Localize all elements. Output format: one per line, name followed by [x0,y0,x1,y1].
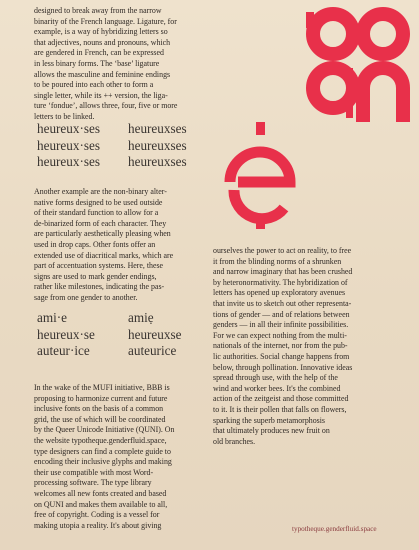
sample-ligatures-left: heureux·ses heureux·ses heureux·ses [37,121,100,169]
paragraph-pollination: ourselves the power to act on reality, to free it from the blinding norms of a shrunken and narrow imaginary that has been crushed by heteronormativity. The hybridization of letters has opened up exploratory avenues that invite us to sketch out other representa- tions of gender — and of relations between genders — in all their infinite possibilities. For we can expect nothing from the multi- nationals of the internet, nor from the pub- lic authorities. Social change happens from below, through pollination. Innovative ideas spread through use, with the help of the wind and worker bees. It's the combined action of the zeitgeist and those committed to it. It is their pollen that falls on flowers, sparking the superb metamorphosis that ultimately produces new fruit on old branches. [213,246,353,446]
red-ligature-glyph-top [296,4,414,124]
sample-ligatures-right: heureuxses heureuxses heureuxses [128,121,187,169]
intro-paragraph: designed to break away from the narrow binarity of the French language. Ligature, for example, is a way of hybridizing letters so that adjectives, nouns and pronouns, which are gendered in French, can be expressed in less binary forms. The ‘base’ ligature allows the masculine and feminine endings to be poured into each other to form a single letter, while its ++ version, the liga- ture ‘fondue’, allows three, four, five or more letters to be linked. [34,6,178,121]
sample-diacritics-left: ami·e heureux·se auteur·ice [37,310,95,358]
red-e-glyph [218,118,304,238]
footer-url: typotheque.genderfluid.space [292,525,377,533]
paragraph-non-binary-forms: Another example are the non-binary alter- native forms designed to be used outside of their standard function to allow for a de-binarized form of each character. They are particularly aesthetically pleasing when used in drop caps. Other fonts offer an extended use of diacritical marks, which are part of accentuation systems. Here, these signs are used to mark gender endings, rather like milestones, indicating the pas- sage from one gender to another. [34,187,174,302]
paragraph-mufi-quni: In the wake of the MUFI initiative, BBB is proposing to harmonize current and future inclusive fonts on the basis of a common grid, the use of which will be coordinated by the Queer Unicode Initiative (QUNI). On the website typotheque.genderfluid.space, type designers can find a complete guide to encoding their inclusive glyphs and making their use compatible with most Word- processing software. The type library welcomes all new fonts created and based on QUNI and makes them available to all, free of copyright. Coding is a vessel for making utopia a reality. It's about giving [34,383,175,530]
sample-diacritics-right: amiẹ heureuxse auteurice [128,310,182,358]
